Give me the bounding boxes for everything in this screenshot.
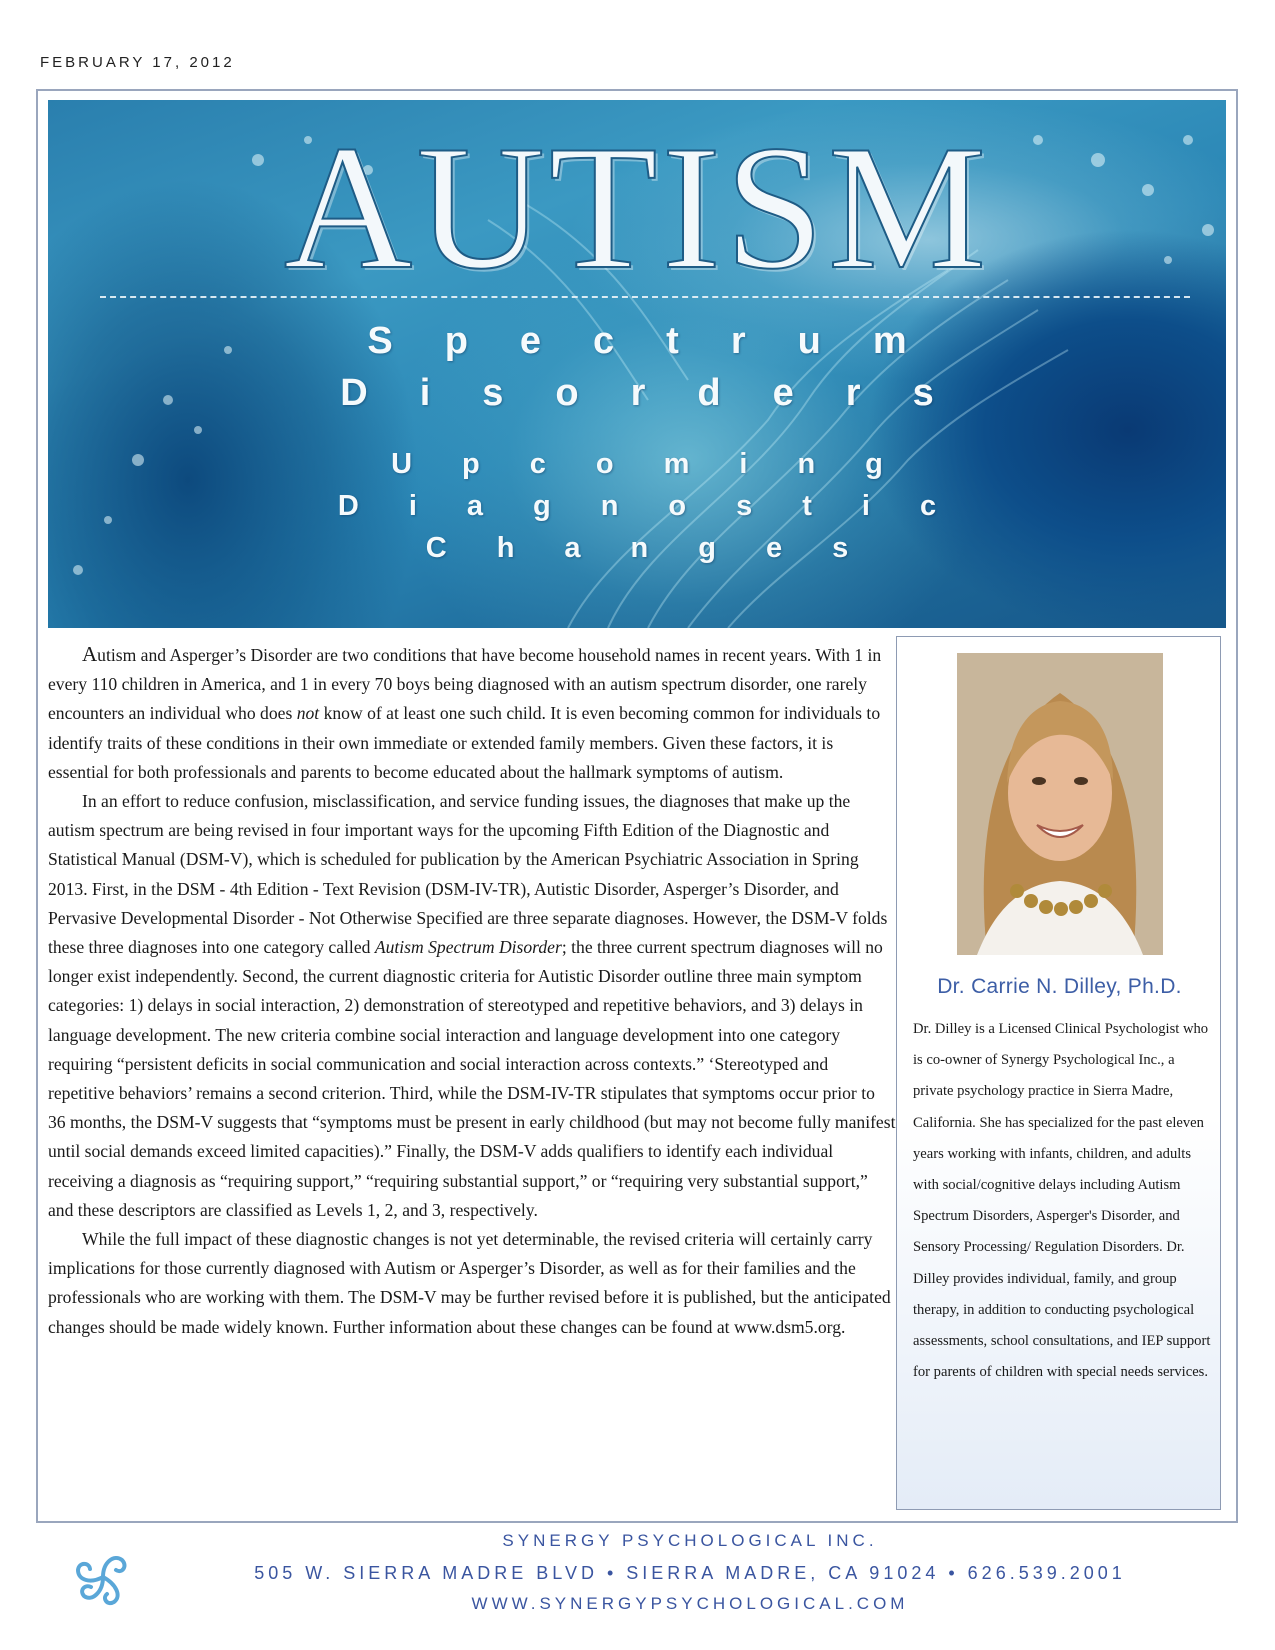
triskelion-logo-icon [66, 1540, 140, 1619]
subtitle-spectrum: Spectrum [367, 320, 959, 362]
title-banner [48, 100, 1226, 628]
article-paragraph-3: While the full impact of these diagnostic changes is not yet determinable, the revised criteria will certainly carry implications for those currently diagnosed with Autism or Asperger’s Disorder, as well as for their families and the professionals who are working with them. The DSM-V may be further revised before it is published, but the anticipated changes should be made widely known. Further information about these changes can be found at www.dsm5.org. [48, 1229, 891, 1337]
footer-company: SYNERGY PSYCHOLOGICAL INC. [502, 1531, 878, 1550]
author-bio: Dr. Dilley is a Licensed Clinical Psychologist who is co-owner of Synergy Psychological Inc., a private psychology practice in Sierra Madre, California. She has specialized for the past eleven years working with infants, children, and adults with social/cognitive delays including Autism Spectrum Disorders, Asperger's Disorder, and Sensory Processing/ Regulation Disorders. Dr. Dilley provides individual, family, and group therapy, in addition to conducting psychological assessments, school consultations, and IEP support for parents of children with special needs services. [913, 1021, 1211, 1381]
subtitle-disorders: Disorders [340, 372, 986, 414]
article-body [48, 640, 896, 1342]
subtitle-diagnostic: Diagnostic [337, 490, 987, 522]
article-paragraph-2: In an effort to reduce confusion, misclassification, and service funding issues, the diagnoses that make up the autism spectrum are being revised in four important ways for the upcoming Fifth Edition of the Diagnostic and Statistical Manual (DSM-V), which is scheduled for publication by the American Psychiatric Association in Spring 2013. First, in the DSM - 4th Edition - Text Revision (DSM-IV-TR), Autistic Disorder, Asperger’s Disorder, and Pervasive Developmental Disorder - Not Otherwise Specified are three separate diagnoses. However, the DSM-V folds these three diagnoses into one category called Autism Spectrum Disorder; the three current spectrum diagnoses will no longer exist independently. Second, the current diagnostic criteria for Autistic Disorder outline three main symptom categories: 1) delays in social interaction, 2) demonstration of stereotyped and repetitive behaviors, and 3) delays in language development. The new criteria combine social interaction and language development into one category requiring “persistent deficits in social communication and social interaction across contexts.” ‘Stereotyped and repetitive behaviors’ remains a second criterion. Third, while the DSM-IV-TR stipulates that symptoms occur prior to 36 months, the DSM-V suggests that “symptoms must be present in early childhood (but may not become fully manifest until social demands exceed limited capacities).” Finally, the DSM-V adds qualifiers to identify each individual receiving a diagnosis as “requiring support,” “requiring substantial support,” or “requiring very substantial support,” and these descriptors are classified as Levels 1, 2, and 3, respectively. [48, 791, 896, 1220]
subtitle-changes: Changes [425, 532, 899, 564]
footer-address: 505 W. SIERRA MADRE BLVD • SIERRA MADRE, CA 91024 • 626.539.2001 [254, 1563, 1126, 1583]
author-photo [957, 653, 1163, 955]
author-name: Dr. Carrie N. Dilley, Ph.D. [937, 975, 1182, 998]
newsletter-date: FEBRUARY 17, 2012 [40, 54, 235, 71]
author-sidebar [896, 636, 1221, 1510]
article-paragraph-1: Autism and Asperger’s Disorder are two conditions that have become household names in recent years. With 1 in every 110 children in America, and 1 in every 70 boys being diagnosed with an autism spectrum disorder, one rarely encounters an individual who does not know of at least one such child. It is even becoming common for individuals to identify traits of these conditions in their own immediate or extended family members. Given these factors, it is essential for both professionals and parents to become educated about the hallmark symptoms of autism. [48, 642, 882, 782]
footer-website[interactable]: WWW.SYNERGYPSYCHOLOGICAL.COM [471, 1594, 909, 1613]
title-divider [100, 296, 1190, 298]
main-title: AUTISM [283, 108, 991, 306]
subtitle-upcoming: Upcoming [391, 448, 933, 480]
